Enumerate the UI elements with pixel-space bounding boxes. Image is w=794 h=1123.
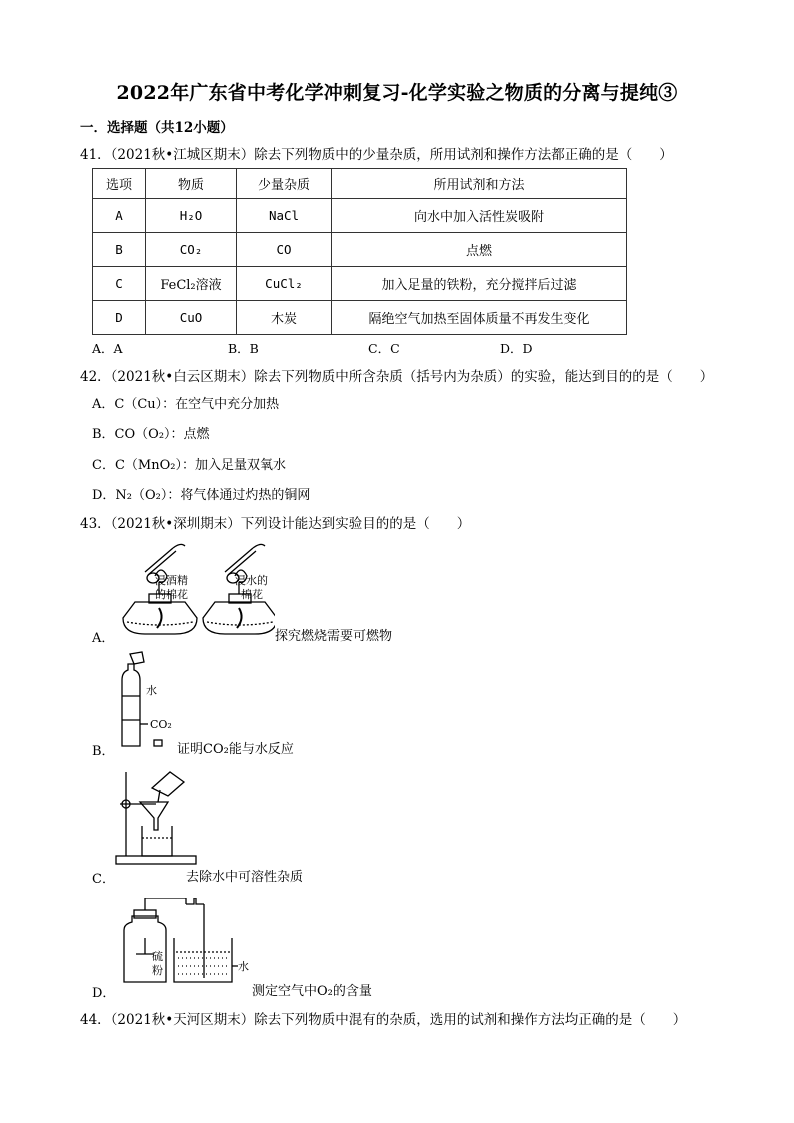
- table-cell: H₂O: [146, 199, 237, 233]
- table-cell: 隔绝空气加热至固体质量不再发生变化: [332, 301, 627, 335]
- table-cell: C: [93, 267, 146, 301]
- page-title: 2022年广东省中考化学冲刺复习-化学实验之物质的分离与提纯③: [116, 82, 678, 104]
- table-row: [93, 199, 627, 233]
- table-cell: CuO: [146, 301, 237, 335]
- figure-label: CO₂: [150, 718, 172, 731]
- option-b-letter: B．: [92, 744, 115, 759]
- table-cell: 向水中加入活性炭吸附: [332, 199, 627, 233]
- option-a-letter: A．: [92, 631, 115, 646]
- table-header-row: [93, 169, 627, 199]
- figure-label: 水: [238, 960, 249, 973]
- figure-label: 粉: [152, 964, 163, 977]
- sulfur-air-figure: [114, 898, 254, 988]
- table-cell: 加入足量的铁粉，充分搅拌后过滤: [332, 267, 627, 301]
- table-header-cell: 选项: [93, 169, 146, 199]
- table-cell: FeCl₂溶液: [146, 267, 237, 301]
- option-d-letter: D．: [92, 986, 116, 1001]
- figure-label: 水: [146, 684, 157, 697]
- option-c-text: 去除水中可溶性杂质: [186, 870, 304, 885]
- table-header-cell: 物质: [146, 169, 237, 199]
- option-c: C．C（MnO₂）：加入足量双氧水: [92, 458, 286, 473]
- table-cell: NaCl: [237, 199, 332, 233]
- table-cell: B: [93, 233, 146, 267]
- table-cell: A: [93, 199, 146, 233]
- table-header-cell: 所用试剂和方法: [332, 169, 627, 199]
- option-d: D．D: [500, 341, 533, 356]
- question-41-table: [92, 168, 627, 335]
- section-heading: 一．选择题（共12小题）: [80, 120, 234, 136]
- table-cell: CO₂: [146, 233, 237, 267]
- figure-label: 浸水的: [235, 574, 268, 587]
- question-44-stem: 44．（2021秋•天河区期末）除去下列物质中混有的杂质，选用的试剂和操作方法均正确的是（ ）: [80, 1012, 687, 1028]
- figure-label: 的棉花: [155, 588, 188, 601]
- table-header-cell: 少量杂质: [237, 169, 332, 199]
- table-row: [93, 301, 627, 335]
- table-cell: CuCl₂: [237, 267, 332, 301]
- table-row: [93, 267, 627, 301]
- option-a: A．A: [92, 341, 123, 356]
- option-b: B．CO（O₂）：点燃: [92, 427, 210, 442]
- table-cell: CO: [237, 233, 332, 267]
- figure-label: 棉花: [241, 588, 263, 601]
- figure-label: 硫: [152, 950, 163, 963]
- option-d-text: 测定空气中O₂的含量: [252, 984, 372, 999]
- option-b: B．B: [228, 341, 259, 356]
- table-row: [93, 233, 627, 267]
- option-a: A．C（Cu）：在空气中充分加热: [92, 397, 280, 412]
- filtration-figure: [112, 768, 222, 868]
- table-cell: 木炭: [237, 301, 332, 335]
- figure-label: 浸酒精: [155, 574, 188, 587]
- co2-bottle-figure: [112, 650, 192, 750]
- option-a-text: 探究燃烧需要可燃物: [275, 629, 393, 644]
- option-d: D．N₂（O₂）：将气体通过灼热的铜网: [92, 488, 311, 503]
- table-cell: D: [93, 301, 146, 335]
- table-cell: 点燃: [332, 233, 627, 267]
- question-41-stem: 41．（2021秋•江城区期末）除去下列物质中的少量杂质，所用试剂和操作方法都正确的是（ ）: [80, 147, 673, 163]
- option-b-text: 证明CO₂能与水反应: [177, 742, 294, 757]
- option-c: C．C: [368, 341, 400, 356]
- alcohol-lamp-figure: [115, 538, 275, 638]
- question-42-stem: 42．（2021秋•白云区期末）除去下列物质中所含杂质（括号内为杂质）的实验，能达到目的的是（ ）: [80, 369, 714, 385]
- question-43-stem: 43．（2021秋•深圳期末）下列设计能达到实验目的的是（ ）: [80, 516, 471, 532]
- option-c-letter: C．: [92, 872, 115, 887]
